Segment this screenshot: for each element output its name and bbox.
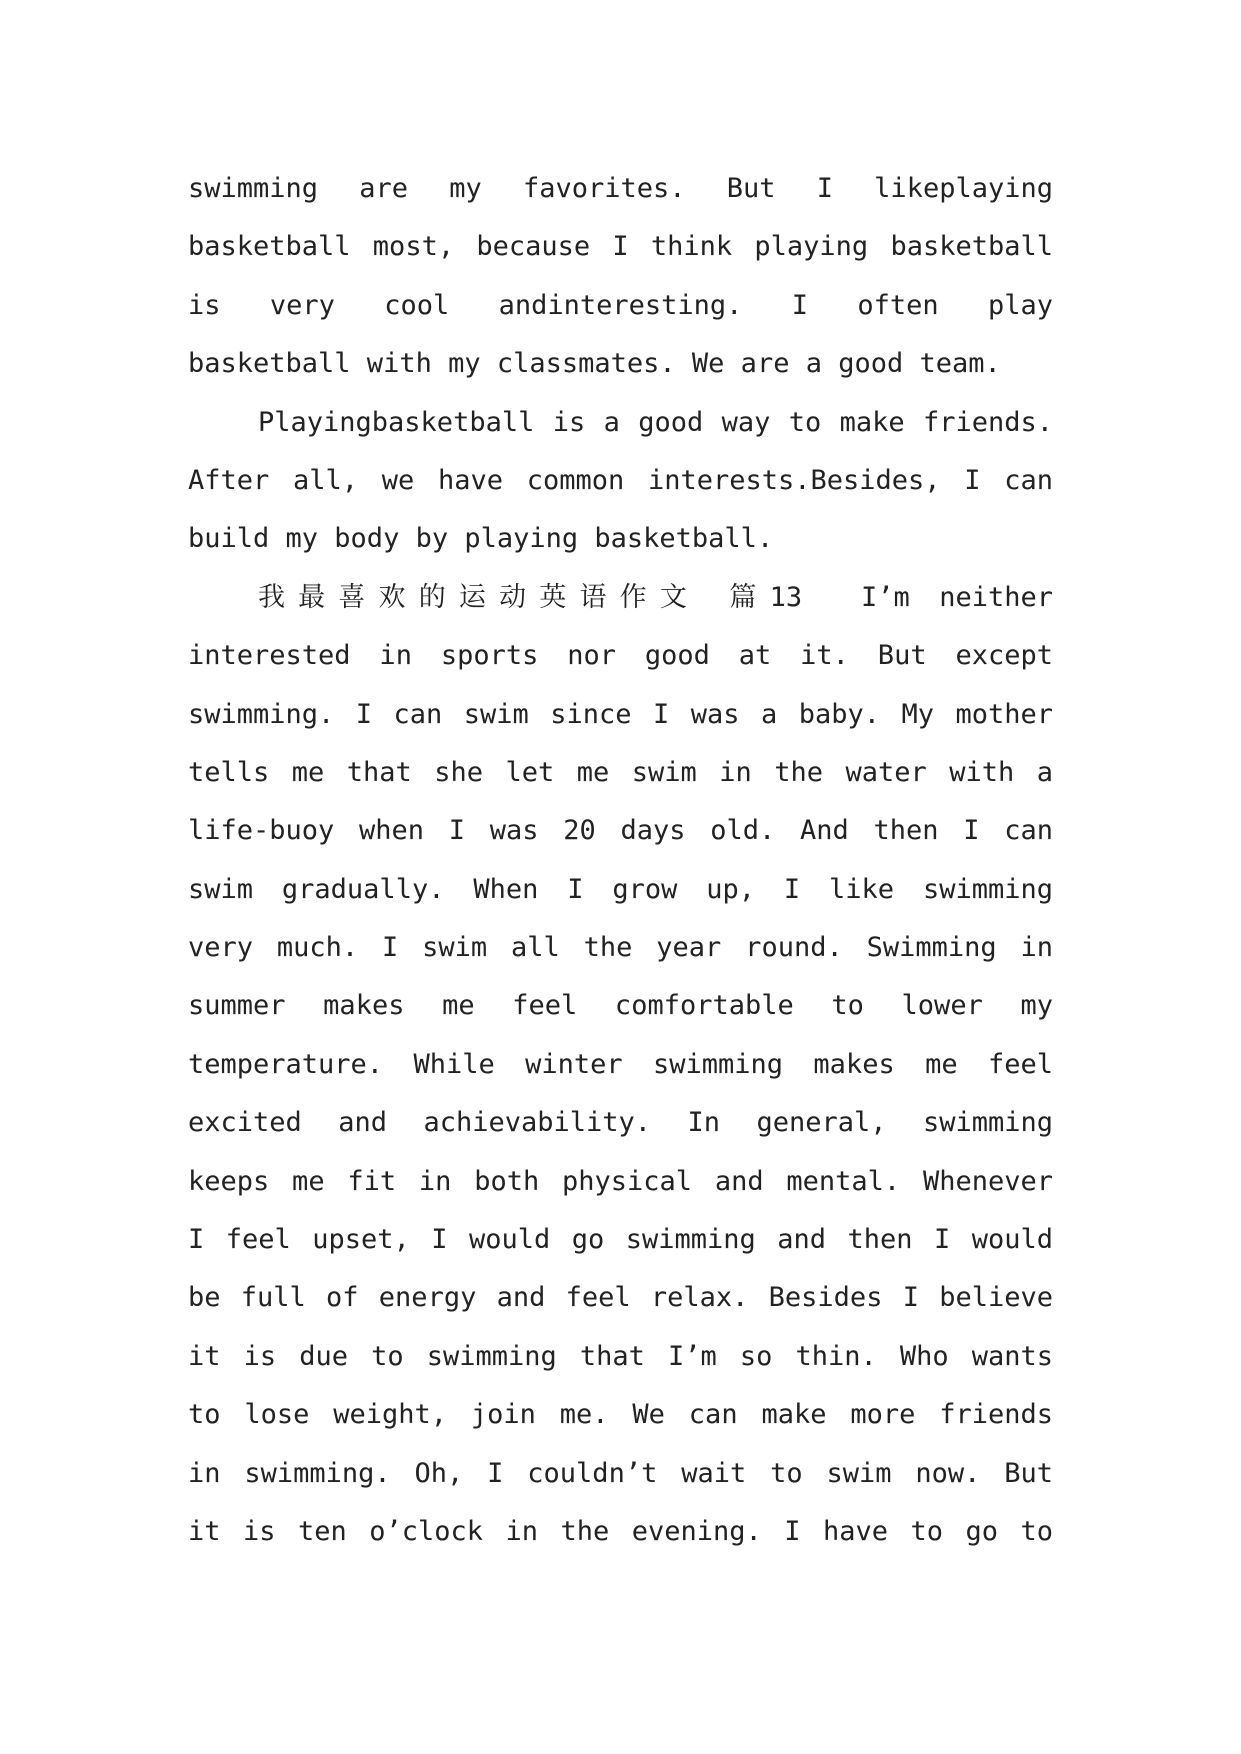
text-line: excited and achievability. In general, swimming [188, 1107, 1053, 1139]
text-line: tells me that she let me swim in the water with a [188, 756, 1053, 788]
text-line: it is due to swimming that I’m so thin. Who wants [188, 1340, 1053, 1372]
text-line: temperature. While winter swimming makes me feel [188, 1048, 1053, 1080]
text-line: life-buoy when I was 20 days old. And then I can [188, 815, 1053, 847]
text-line: Playingbasketball is a good way to make friends. [258, 406, 1053, 438]
text-line: very much. I swim all the year round. Swimming in [188, 932, 1053, 964]
text-line: is very cool andinteresting. I often play [188, 289, 1053, 321]
text-line: it is ten o’clock in the evening. I have to go to [188, 1515, 1053, 1547]
text-line: to lose weight, join me. We can make more friends [188, 1399, 1053, 1431]
text-line: build my body by playing basketball. [188, 523, 774, 555]
section-heading-line: 我最喜欢的运动英语作文 篇13 I’m neither [258, 581, 1053, 613]
text-line: After all, we have common interests.Besides, I can [188, 464, 1053, 496]
text-line: keeps me fit in both physical and mental. Whenever [188, 1165, 1053, 1197]
text-line: swimming are my favorites. But I likeplaying [188, 173, 1053, 204]
text-line: swim gradually. When I grow up, I like swimming [188, 873, 1053, 905]
text-line: in swimming. Oh, I couldn’t wait to swim now. But [188, 1457, 1053, 1489]
text-line: swimming. I can swim since I was a baby. My mother [188, 698, 1053, 730]
text-line: basketball with my classmates. We are a good team. [188, 348, 1001, 380]
text-line: summer makes me feel comfortable to lower my [188, 990, 1053, 1022]
text-line: I feel upset, I would go swimming and then I would [188, 1224, 1053, 1256]
text-line: basketball most, because I think playing basketball [188, 231, 1053, 263]
text-line: interested in sports nor good at it. But except [188, 640, 1053, 672]
body-text [188, 160, 1053, 1561]
text-line: be full of energy and feel relax. Besides I believe [188, 1282, 1053, 1314]
